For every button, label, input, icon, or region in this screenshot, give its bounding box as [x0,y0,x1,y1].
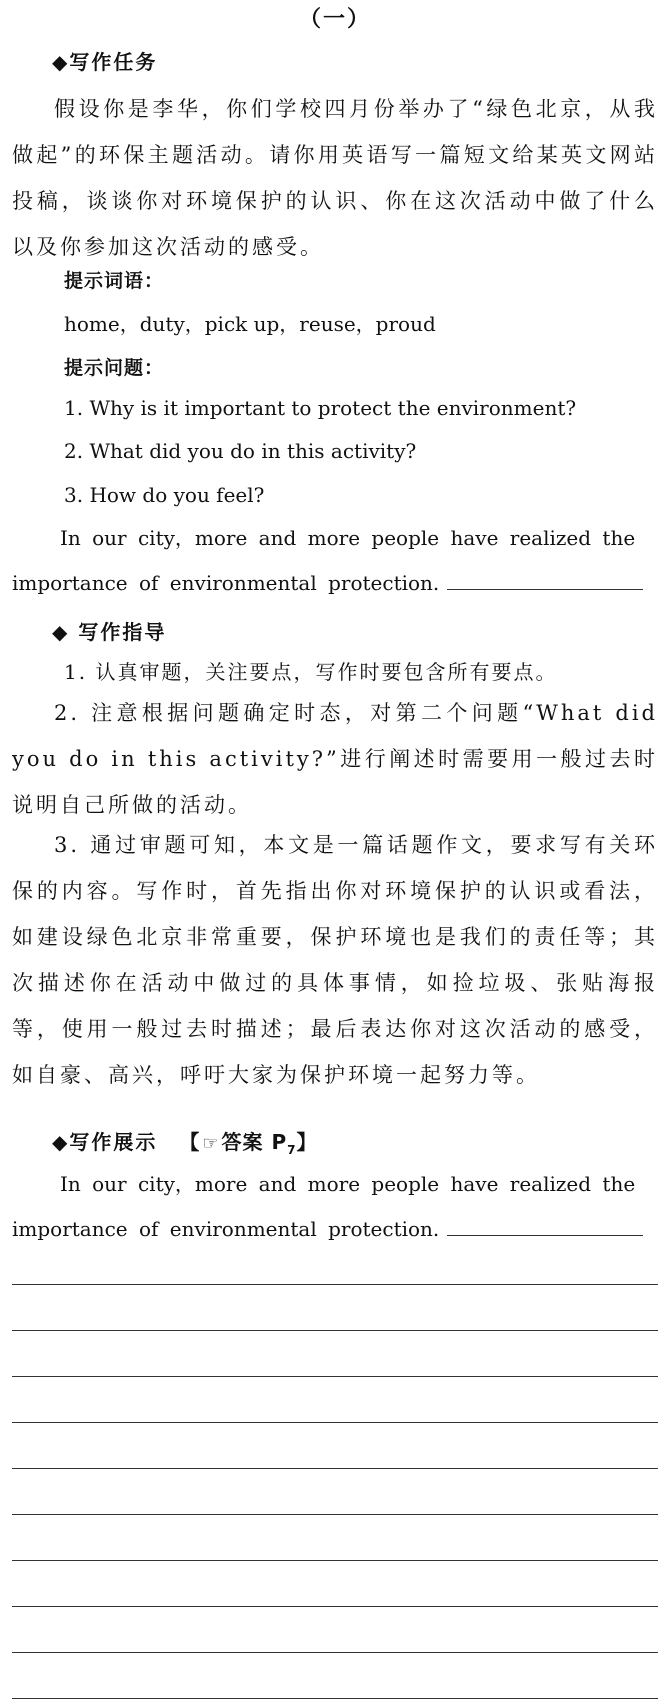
writing-line[interactable] [12,1468,658,1469]
writing-blank-inline[interactable] [447,1217,643,1236]
guide-item-1: 1. 认真审题，关注要点，写作时要包含所有要点。 [64,660,558,684]
words-label: 提示词语： [64,270,165,292]
questions-label: 提示问题： [64,357,165,379]
show-heading-label: ◆写作展示 [52,1130,158,1154]
writing-line[interactable] [12,1560,658,1561]
section-title: （一） [298,7,371,32]
question-3: 3. How do you feel? [64,483,265,507]
writing-line[interactable] [12,1698,658,1699]
answer-open: 【 [179,1130,201,1154]
answer-close: 】 [296,1130,318,1154]
answer-page: 7 [287,1143,297,1157]
answer-reference[interactable] [179,1130,318,1157]
writing-line[interactable] [12,1422,658,1423]
guide-item-3: 3. 通过审题可知，本文是一篇话题作文，要求写有关环保的内容。写作时，首先指出你对环境保护的认识或看法，如建设绿色北京非常重要，保护环境也是我们的责任等；其次描述你在活动中做过的具体事情，如捡垃圾、张贴海报等，使用一般过去时描述；最后表达你对这次活动的感受，如自豪、高兴，呼吁大家为保护环境一起努力等。 [12,833,658,1087]
show-starter: In our city，more and more people have realized the importance of environmental protection. [12,1172,636,1241]
task-heading: ◆写作任务 [52,50,158,74]
guide-heading: ◆ 写作指导 [52,620,167,644]
hint-words: home，duty，pick up，reuse，proud [64,312,436,336]
pointing-hand-icon: ☞ [202,1133,220,1154]
guide-item-2: 2. 注意根据问题确定时态，对第二个问题“What did you do in this activity?”进行阐述时需要用一般过去时说明自己所做的活动。 [12,701,658,817]
task-body: 假设你是李华，你们学校四月份举办了“绿色北京，从我做起”的环保主题活动。请你用英语写一篇短文给某英文网站投稿，谈谈你对环境保护的认识、你在这次活动中做了什么以及你参加这次活动的感受。 [12,97,658,259]
writing-line[interactable] [12,1330,658,1331]
answer-label: 答案 P [221,1130,288,1154]
question-1: 1. Why is it important to protect the environment? [64,396,577,420]
writing-line[interactable] [12,1376,658,1377]
show-starter-text [12,1162,658,1252]
writing-line[interactable] [12,1652,658,1653]
answer-blank[interactable] [447,571,643,590]
question-2: 2. What did you do in this activity? [64,439,417,463]
task-starter: In our city，more and more people have realized the importance of environmental protection. [12,526,636,595]
show-heading [52,1126,318,1157]
task-starter-text [12,516,658,606]
writing-line[interactable] [12,1606,658,1607]
writing-line[interactable] [12,1284,658,1285]
writing-line[interactable] [12,1514,658,1515]
